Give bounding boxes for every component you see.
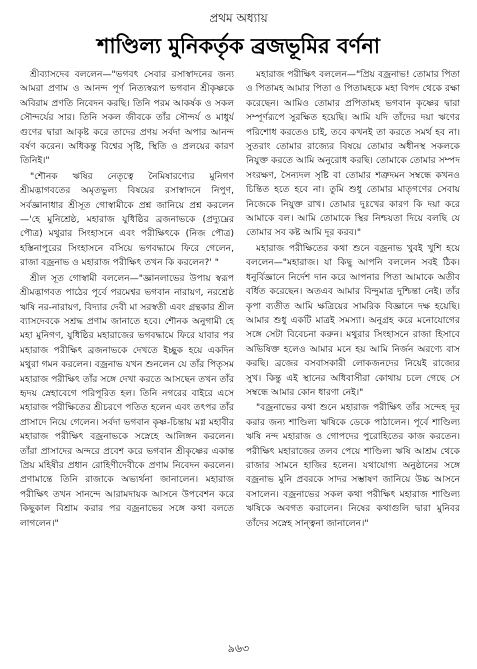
paragraph: "শৌনক ঋষির নেতৃত্বে নৈমিষারণ্যের মুনিগণ শ্রীমদ্ভাগবতের অমৃতভুল্য বিষয়ের রসাস্বাদনে নিপুণ, সর্বজ্ঞানাধার শ্রীসূত গোস্বামীকে প্রশ্ন জানিয়ে প্রশ্ন করলেন—'হে মুনিশ্রেষ্ঠ, মহারাজ যুধিষ্ঠির ব্রজনাভকে (প্রদ্যুম্নের পৌত্র) মথুরার সিংহাসনে এবং পরীক্ষিৎকে (নিজ পৌত্র) হস্তিনাপুরের সিংহাসনে বসিয়ে ভগবদ্ধামে ফিরে গেলেন, রাজা বজ্রনাভ ও মহারাজ পরীক্ষিৎ তখন কি করলেন?' " — [20, 171, 234, 269]
chapter-heading: প্রথম অধ্যায় — [209, 11, 268, 25]
paragraph: মহারাজ পরীক্ষিৎ বললেন—"প্রিয় বজ্রনাভ! তোমার পিতা ও পিতামহ আমার পিতা ও পিতামহকে মহা বিপদ থেকে রক্ষা করেছেন। আমিও তোমার প্রপিতামহ ভগবান কৃষ্ণের দ্বারা সম্পূর্ণরূপে সুরক্ষিত হয়েছি। আমি যদি তাঁদের দয়া ঋণের পরিশোধ করতেও চাই, তবে কখনই তা করতে সমর্থ হব না। সুতরাং তোমার রাজ্যের বিষয়ে তোমার অধীনস্থ সকলকে নিযুক্ত করতে আমি অনুরোধ করছি। তোমাকে তোমার সম্পদ সংরক্ষণ, সৈন্যদল সৃষ্টি বা তোমার শত্রুদমন সম্বন্ধে কখনও চিন্তিত হতে হবে না। তুমি শুধু তোমার মাতৃগণের সেবায় নিজেকে নিযুক্ত রাখ। তোমার দুঃখের কারণ কি দয়া করে আমাকে বল। আমি তোমাকে স্থির নিশ্চয়তা দিয়ে বলছি যে তোমার সব কষ্ট আমি দূর করব।" — [246, 70, 460, 239]
paragraph: মহারাজ পরীক্ষিতের কথা শুনে বজ্রনাভ খুবই খুশি হয়ে বললেন—"মহারাজ। যা কিছু আপনি বললেন সবই ঠিক। ধনুর্বিজ্ঞানে নির্দেশ দান করে আপনার পিতা আমাকে অতীব বর্ধিত করেছেন। অতএব আমার বিন্দুমাত্র দুশ্চিন্তা নেই। তাঁর কৃপা ব্যতীত আমি ক্ষত্রিয়ের সামরিক বিজ্ঞানে দক্ষ হয়েছি। আমার শুধু একটি মাত্রই সমস্যা। অনুগ্রহ করে মনোযোগের সঙ্গে সেটা বিবেচনা করুন। মথুরার সিংহাসনে রাজা হিসাবে অভিষিক্ত হলেও আমার মনে হয় আমি নির্জন অরণ্যে বাস করছি। ব্রজের বসবাসকারী লোকজনদের নিয়েই রাজ্যের সুখ। কিন্তু এই স্থানের অধিবাসীরা কোথায় চলে গেছে সে সম্বন্ধে আমার কোন ধারণা নেই।" — [246, 243, 460, 398]
paragraph: শ্রীল সূত গোস্বামী বললেন—"জ্ঞানলাভের উপায় স্বরূপ শ্রীমদ্ভাগবত পাঠের পূর্বে পরমেশ্বর ভগবান নারায়ণ, নরশ্রেষ্ঠ ঋষি নর-নারায়ণ, বিদ্যার দেবী মা সরস্বতী এবং গ্রন্থকার শ্রীল ব্যাসদেবকে সশ্রদ্ধ প্রণাম জানাতে হবে। শৌনক অনুগামী হে মহা মুনিগণ, যুধিষ্ঠির মহারাজের ভগবদ্ধামে ফিরে যাবার পর মহারাজ পরীক্ষিৎ ব্রজনাভকে দেখতে ইচ্ছুক হয়ে একদিন মথুরা গমন করলেন। বজ্রনাভ যখন শুনলেন যে তাঁর পিতৃসম মহারাজ পরীক্ষিৎ তাঁর সঙ্গে দেখা করতে আসছেন তখন তাঁর হৃদয় স্নেহাবেগে পরিপূরিত হল। তিনি নগরের বাইরে এসে মহারাজ পরীক্ষিতের শ্রীচরণে পতিত হলেন এবং তৎপর তাঁর প্রাসাদে নিয়ে গেলেন। সর্বদা ভগবান কৃষ্ণ-চিন্তায় মগ্ন মহাবীর মহারাজ পরীক্ষিৎ বজ্রনাভকে সস্নেহে আলিঙ্গন করলেন। তাঁরা প্রাসাদের অন্দরে প্রবেশ করে ভগবান শ্রীকৃষ্ণের একান্ত প্রিয় মহিষীর প্রধান রোহিণীদেবীকে প্রণাম নিবেদন করলেন। প্রণামান্তে তিনি রাজাকে অভ্যর্থনা জানালেন। মহারাজ পরীক্ষিৎ তখন সানন্দে আরামদায়ক আসনে উপবেশন করে কিছুকাল বিশ্রাম করার পর বজ্রনাভের সঙ্গে কথা বলতে লাগলেন।" — [20, 273, 234, 529]
right-column — [246, 68, 460, 633]
paragraph: শ্রীব্যাসদেব বললেন—"ভগবৎ সেবার রসাস্বাদনের জন্য আমরা প্রণাম ও আনন্দ পূর্ণ নিত্যস্বরূপ ভগবান শ্রীকৃষ্ণকে অবিরাম প্রণতি নিবেদন করছি। তিনি পরম আকর্ষক ও সকল সৌন্দর্যের সার। তিনি সকল জীবকে তাঁর সৌন্দর্য ও মাধুর্য গুণের দ্বারা আকৃষ্ট করে তাদের প্রণয় সর্বদা অপার আনন্দ বর্ষণ করেন। অধিকন্তু বিশ্বের সৃষ্টি, স্থিতি ও প্রলয়ের কারণ তিনিই।" — [20, 70, 234, 167]
page-title: শাণ্ডিল্য মুনিকর্তৃক ব্রজভূমির বর্ণনা — [97, 34, 380, 58]
page-number: ৯৬৩ — [227, 642, 250, 655]
left-column — [20, 68, 234, 633]
paragraph: "বজ্রনাভের কথা শুনে মহারাজ পরীক্ষিৎ তাঁর সন্দেহ দূর করার জন্য শাণ্ডিল্য ঋষিকে ডেকে পাঠালেন। পূর্বে শাণ্ডিল্য ঋষি নন্দ মহারাজ ও গোপদের পুরোহিতের কাজ করতেন। পরীক্ষিৎ মহারাজের তলব পেয়ে শাণ্ডিল্য ঋষি আশ্রম থেকে রাজার সামনে হাজির হলেন। যথাযোগ্য অনুষ্ঠানের সঙ্গে বজ্রনাভ মুনি প্রবরকে সাদর সম্ভাষণ জানিয়ে উচ্চ আসনে বসালেন। বজ্রনাভের সকল কথা পরীক্ষিৎ মহারাজ শাণ্ডিল্য ঋষিকে অবগত করালেন। নিষের কথাগুলি দ্বারা মুনিবর তাঁদের সস্নেহ সান্ত্বনা জানালেন।" — [246, 403, 460, 529]
